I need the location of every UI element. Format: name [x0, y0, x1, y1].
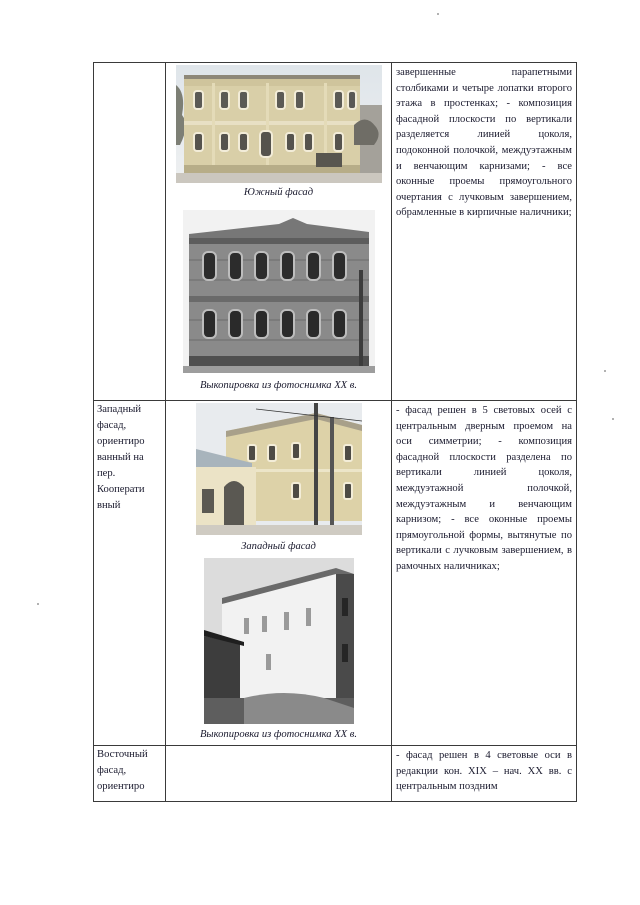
description-cell — [392, 401, 577, 746]
facade-label-cell — [94, 401, 166, 746]
facade-description-table — [93, 62, 577, 802]
facade-label-cell — [94, 63, 166, 401]
scan-speck — [612, 418, 614, 420]
scan-speck — [437, 13, 439, 15]
scan-speck — [37, 603, 39, 605]
facade-label: Западный фасад, ориентиро ванный на пер. Кооперати вный — [97, 404, 145, 511]
facade-label — [94, 63, 165, 64]
photo-caption: Южный фасад — [243, 187, 314, 198]
photo-caption: Выкопировка из фотоснимка XX в. — [199, 729, 358, 740]
photo-caption: Западный фасад — [241, 541, 316, 552]
photo-cell — [166, 401, 392, 746]
description-cell — [392, 63, 577, 401]
facade-description: завершенные парапетными столбиками и четыре лопатки второго этажа в простенках; - композиция фасадной плоскости по вертикали разделяется линией цоколя, подоконной полочкой, междуэтажным и венчающим карнизами; - все оконные проемы прямоугольного очертания с лучковым завершением, обрамленные в кирпичные наличники; — [396, 67, 572, 219]
table-row — [94, 746, 577, 802]
south-facade-photo — [176, 65, 382, 183]
facade-label: Восточный фасад, ориентиро — [97, 749, 148, 792]
facade-description: - фасад решен в 5 световых осей с центральным дверным проемом на оси симметрии; - композиция фасадной плоскости разделена по вертикали линией цоколя, междуэтажной полочкой, междуэтажным и венчающим карнизом; - все оконные проемы прямоугольной формы, вытянутые по вертикали с лучковым завершением, в рамочных наличниках; — [396, 405, 572, 572]
photo-caption: Выкопировка из фотоснимка XX в. — [199, 380, 358, 391]
scan-speck — [604, 370, 606, 372]
west-facade-photo — [196, 403, 362, 535]
photo-cell — [166, 746, 392, 802]
table-row — [94, 63, 577, 401]
historic-photo-1 — [183, 210, 375, 373]
facade-label-cell — [94, 746, 166, 802]
facade-description: - фасад решен в 4 световые оси в редакции кон. XIX – нач. XX вв. с центральным поздним — [396, 750, 572, 793]
historic-photo-2 — [204, 558, 354, 724]
description-cell — [392, 746, 577, 802]
table-row — [94, 401, 577, 746]
photo-cell — [166, 63, 392, 401]
